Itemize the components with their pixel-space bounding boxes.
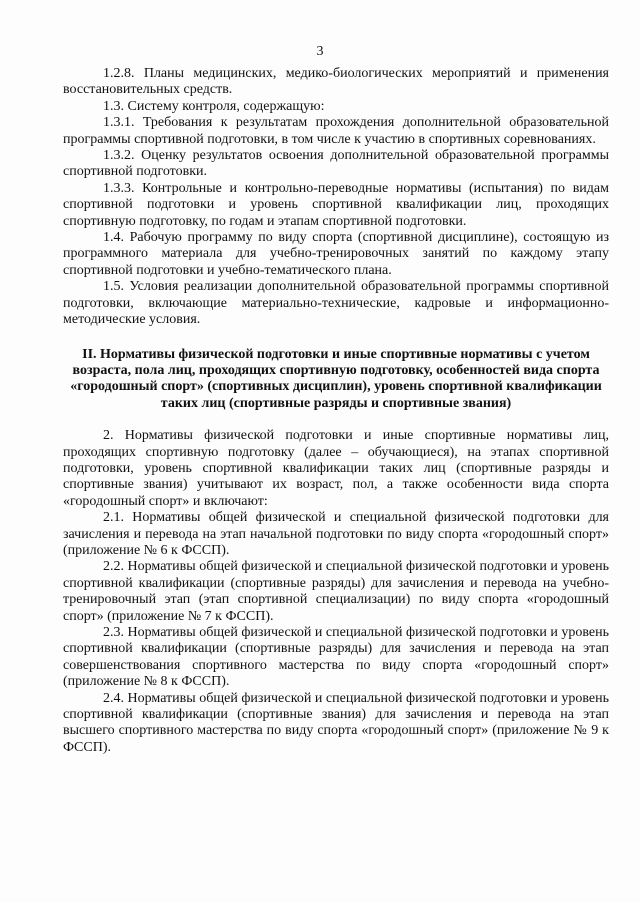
paragraph-1-2-8: 1.2.8. Планы медицинских, медико-биологических мероприятий и применения восстановительных средств. bbox=[63, 66, 609, 98]
paragraph-1-3-2: 1.3.2. Оценку результатов освоения дополнительной образовательной программы спортивной подготовки. bbox=[63, 148, 609, 180]
document-body bbox=[63, 66, 609, 756]
paragraph-1-3-3: 1.3.3. Контрольные и контрольно-переводные нормативы (испытания) по видам спортивной подготовки и уровень спортивной квалификации лиц, проходящих спортивную подготовку, по годам и этапам спортивной подготовки. bbox=[63, 180, 609, 229]
paragraph-2-4: 2.4. Нормативы общей физической и специальной физической подготовки и уровень спортивной квалификации (спортивные звания) для зачисления и перевода на этап высшего спортивного мастерства по виду спорта «городошный спорт» (приложение № 9 к ФССП). bbox=[63, 690, 609, 755]
paragraph-2-3: 2.3. Нормативы общей физической и специальной физической подготовки и уровень спортивной квалификации (спортивные разряды) для зачисления и перевода на этап совершенствования спортивного мастерства по виду спорта «городошный спорт» (приложение № 8 к ФССП). bbox=[63, 625, 609, 690]
page-number: 3 bbox=[316, 44, 324, 59]
paragraph-1-4: 1.4. Рабочую программу по виду спорта (спортивной дисциплине), состоящую из программного материала для учебно-тренировочных занятий по каждому этапу спортивной подготовки и учебно-тематического плана. bbox=[63, 230, 609, 278]
paragraph-2-2: 2.2. Нормативы общей физической и специальной физической подготовки и уровень спортивной квалификации (спортивные разряды) для зачисления и перевода на учебно-тренировочный этап (этап спортивной специализации) по виду спорта «городошный спорт» (приложение № 7 к ФССП). bbox=[63, 559, 609, 624]
section-heading: II. Нормативы физической подготовки и иные спортивные нормативы с учетом возраста, пола лиц, проходящих спортивную подготовку, особенностей вида спорта «городошный спорт» (спортивных дисциплин), уровень спортивной квалификации таких лиц (спортивные разряды и спортивные звания) bbox=[70, 346, 602, 411]
paragraph-1-3-1: 1.3.1. Требования к результатам прохождения дополнительной образовательной программы спортивной подготовки, в том числе к участию в спортивных соревнованиях. bbox=[63, 115, 609, 147]
paragraph-2-1: 2.1. Нормативы общей физической и специальной физической подготовки для зачисления и перевода на этап начальной подготовки по виду спорта «городошный спорт» (приложение № 6 к ФССП). bbox=[63, 510, 609, 558]
paragraph-2: 2. Нормативы физической подготовки и иные спортивные нормативы лиц, проходящих спортивную подготовку (далее – обучающиеся), на этапах спортивной подготовки, уровень спортивной квалификации таких лиц (спортивные разряды и спортивные звания) учитывают их возраст, пол, а также особенности вида спорта «городошный спорт» и включают: bbox=[63, 428, 609, 509]
paragraph-1-3: 1.3. Систему контроля, содержащую: bbox=[103, 98, 325, 114]
paragraph-1-5: 1.5. Условия реализации дополнительной образовательной программы спортивной подготовки, включающие материально-технические, кадровые и информационно-методические условия. bbox=[63, 279, 609, 328]
